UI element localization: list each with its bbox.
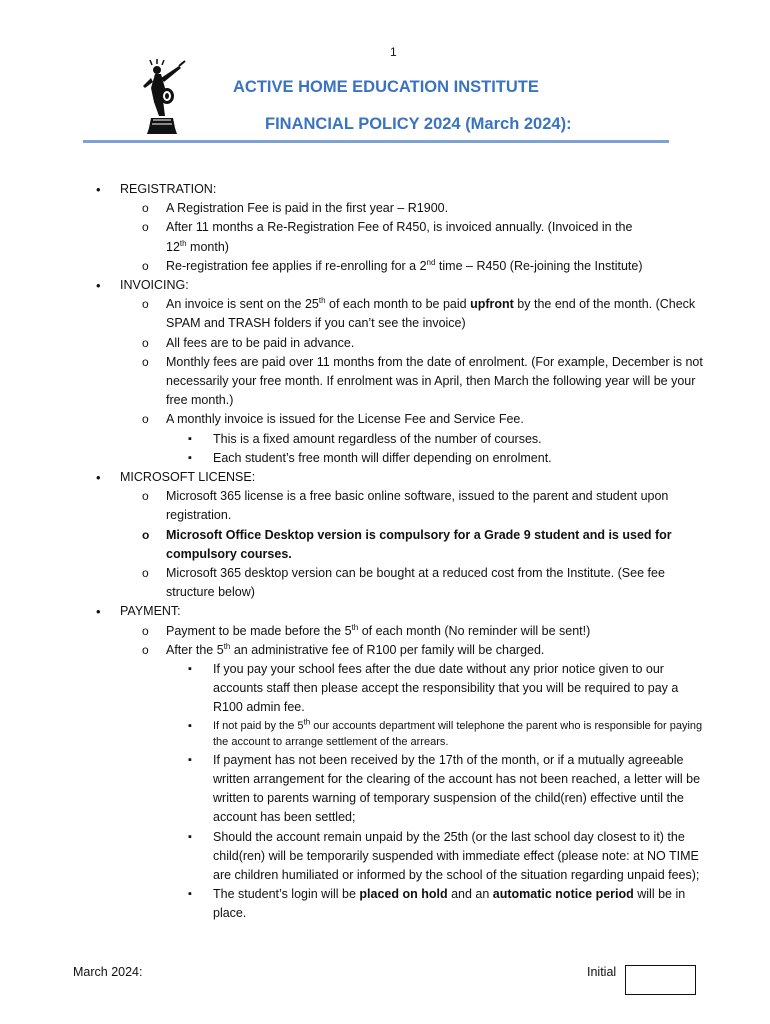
microsoft-item-3: o Microsoft 365 desktop version can be bought at a reduced cost from the Institute. (See fee structure below) — [0, 564, 770, 602]
payment-subitem-4: ▪ Should the account remain unpaid by the 25th (or the last school day closest to it) the child(ren) will be temporarily suspended with immediate effect (please note: at NO TIME are children humiliated or informed by the school of the situation regarding unpaid fees); — [0, 828, 770, 886]
section-invoicing-heading: • INVOICING: — [0, 276, 770, 295]
policy-content — [0, 180, 770, 924]
payment-subitem-1: ▪ If you pay your school fees after the due date without any prior notice given to our accounts staff then please accept the responsibility that you will be required to pay a R100 admin fee. — [0, 660, 770, 718]
footer-date: March 2024: — [73, 965, 143, 979]
document-title: ACTIVE HOME EDUCATION INSTITUTE — [233, 78, 539, 96]
document-subtitle: FINANCIAL POLICY 2024 (March 2024): — [265, 115, 572, 133]
microsoft-item-2: o Microsoft Office Desktop version is compulsory for a Grade 9 student and is used for compulsory courses. — [0, 526, 770, 564]
registration-item-1: o A Registration Fee is paid in the first year – R1900. — [0, 199, 770, 218]
section-payment-heading: • PAYMENT: — [0, 602, 770, 621]
payment-subitem-3: ▪ If payment has not been received by the 17th of the month, or if a mutually agreeable written arrangement for the clearing of the account has not been reached, a letter will be written to parents warning of temporary suspension of the child(ren) effective until the account has been settled; — [0, 751, 770, 828]
footer-initial-label: Initial — [587, 965, 617, 979]
section-registration-heading: • REGISTRATION: — [0, 180, 770, 199]
section-microsoft-heading: • MICROSOFT LICENSE: — [0, 468, 770, 487]
institute-logo — [137, 58, 187, 136]
invoicing-subitem-1: ▪ This is a fixed amount regardless of the number of courses. — [0, 430, 770, 449]
payment-item-1: o Payment to be made before the 5th of each month (No reminder will be sent!) — [0, 622, 770, 641]
payment-subitem-5: ▪ The student’s login will be placed on hold and an automatic notice period will be in place. — [0, 885, 770, 923]
invoicing-item-3: o Monthly fees are paid over 11 months from the date of enrolment. (For example, December is not necessarily your free month. If enrolment was in April, then March the following year will be your free month.) — [0, 353, 770, 411]
invoicing-item-1: o An invoice is sent on the 25th of each month to be paid upfront by the end of the month. (Check SPAM and TRASH folders if you can’t see the invoice) — [0, 295, 770, 333]
payment-subitem-2: ▪ If not paid by the 5th our accounts department will telephone the parent who is responsible for paying the account to arrange settlement of the arrears. — [0, 718, 770, 751]
title-divider — [83, 140, 669, 143]
page-number: 1 — [390, 45, 397, 59]
registration-item-3: o Re-registration fee applies if re-enrolling for a 2nd time – R450 (Re-joining the Institute) — [0, 257, 770, 276]
payment-item-2: o After the 5th an administrative fee of R100 per family will be charged. — [0, 641, 770, 660]
invoicing-item-4: o A monthly invoice is issued for the License Fee and Service Fee. — [0, 410, 770, 429]
registration-item-2: o After 11 months a Re-Registration Fee of R450, is invoiced annually. (Invoiced in the 12th month) — [0, 218, 770, 256]
microsoft-item-1: o Microsoft 365 license is a free basic online software, issued to the parent and student upon registration. — [0, 487, 770, 525]
invoicing-item-2: o All fees are to be paid in advance. — [0, 334, 770, 353]
initial-box — [625, 965, 696, 995]
invoicing-subitem-2: ▪ Each student’s free month will differ depending on enrolment. — [0, 449, 770, 468]
